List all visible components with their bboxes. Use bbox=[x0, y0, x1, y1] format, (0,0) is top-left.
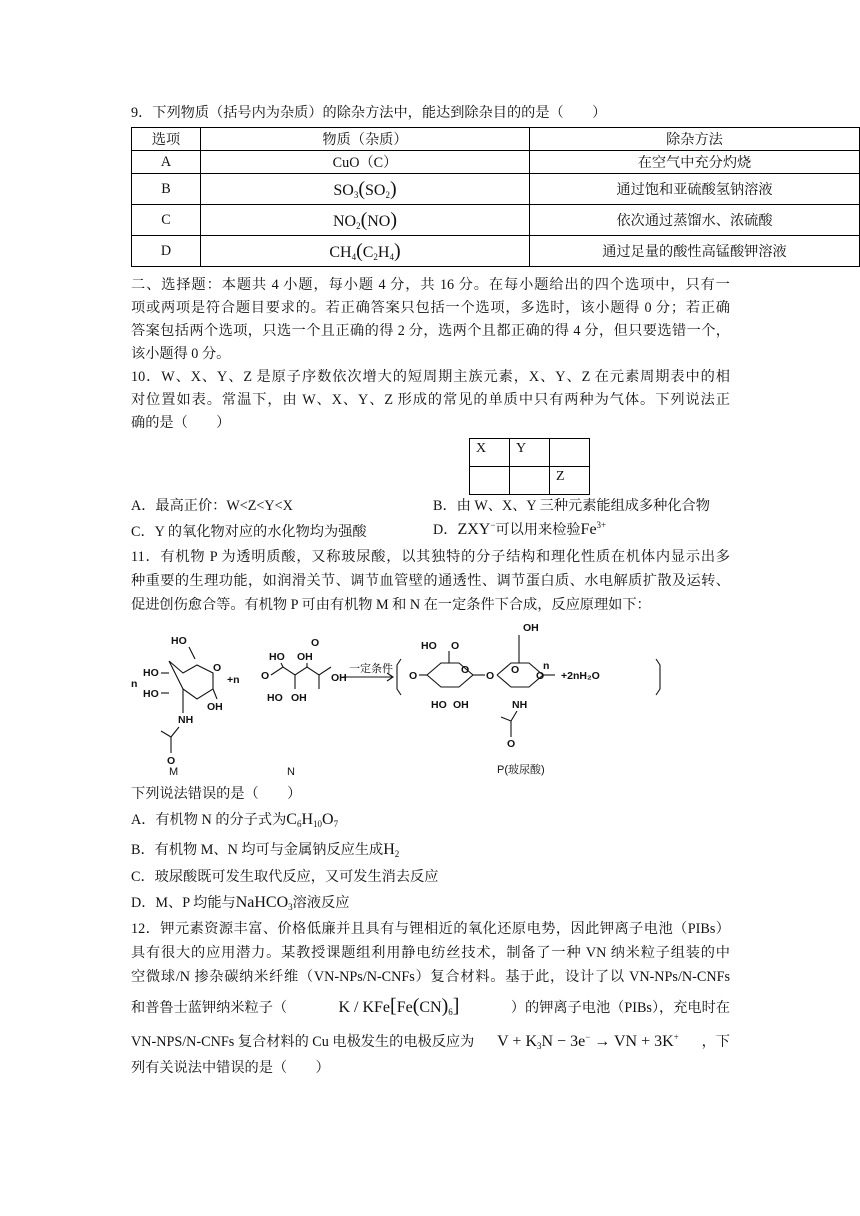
svg-text:O: O bbox=[486, 670, 495, 682]
q10-line-3: 确的是（ ） bbox=[131, 415, 231, 431]
q12-line-2: 具有很大的应用潜力。某教授课题组利用静电纺丝技术，制备了一种 VN 纳米粒子组装的中 bbox=[131, 945, 730, 961]
svg-text:O: O bbox=[261, 670, 270, 682]
q11-option-d bbox=[131, 893, 349, 913]
q10-option-d bbox=[433, 520, 606, 540]
reaction-scheme bbox=[131, 613, 751, 783]
q11-option-d-suffix: 溶液反应 bbox=[292, 895, 350, 911]
q11-formula-c6h10o7: $C_6H_{10}O_7$ bbox=[286, 811, 339, 829]
label-p: P(玻尿酸) bbox=[497, 764, 545, 776]
section2-line-4: 该小题得 0 分。 bbox=[131, 346, 231, 362]
reaction-arrow bbox=[343, 661, 393, 681]
q10-option-a: A．最高正价：W<Z<Y<X bbox=[131, 498, 293, 514]
svg-text:O: O bbox=[507, 738, 516, 750]
section2-line-1: 二、选择题：本题共 4 小题，每小题 4 分，共 16 分。在每小题给出的四个选项中，只有一 bbox=[131, 277, 730, 293]
q10-formula-fe3: $Fe^{3+}$ bbox=[580, 520, 607, 538]
pt-cell-empty-2 bbox=[470, 467, 510, 495]
reaction-condition: 一定条件 bbox=[349, 663, 393, 675]
q11-line-3: 促进创伤愈合等。有机物 P 可由有机物 M 和 N 在一定条件下合成，反应原理如下： bbox=[131, 597, 651, 613]
svg-text:HO: HO bbox=[267, 692, 283, 704]
molecule-p bbox=[397, 622, 660, 776]
svg-text:NH: NH bbox=[178, 714, 194, 726]
q11-option-c: C．玻尿酸既可发生取代反应，又可发生消去反应 bbox=[131, 869, 439, 885]
pt-cell-empty-3 bbox=[510, 467, 550, 495]
q12-formula-prussian-blue: K / $KFe[Fe(CN)_6]$ bbox=[338, 995, 460, 1017]
q9-row-c-substance: $NO_2(NO)$ bbox=[201, 205, 530, 236]
svg-text:OH: OH bbox=[207, 701, 223, 713]
q9-table bbox=[131, 127, 860, 267]
svg-text:NH: NH bbox=[512, 699, 528, 711]
svg-text:OH: OH bbox=[297, 651, 313, 663]
q10-line-1: 10．W、X、Y、Z 是原子序数依次增大的短周期主族元素，X、Y、Z 在元素周期表中的相 bbox=[131, 369, 730, 385]
q9-header-substance: 物质（杂质） bbox=[201, 128, 530, 151]
q12-line-4-prefix: 和普鲁士蓝钾纳米粒子（ bbox=[131, 1000, 288, 1016]
q10-option-c: C．Y 的氧化物对应的水化物均为强酸 bbox=[131, 524, 367, 540]
q11-option-a bbox=[131, 810, 338, 830]
svg-text:+n: +n bbox=[227, 674, 240, 686]
molecule-n bbox=[261, 637, 347, 778]
svg-text:HO: HO bbox=[143, 688, 159, 700]
q12-line-4-suffix: ）的钾离子电池（PIBs），充电时在 bbox=[510, 1000, 730, 1016]
svg-text:HO: HO bbox=[421, 640, 437, 652]
q11-formula-h2: $H_2$ bbox=[383, 841, 400, 859]
q9-row-c-method: 依次通过蒸馏水、浓硫酸 bbox=[530, 205, 860, 236]
q9-row-d-option: D bbox=[132, 236, 201, 267]
q9-row-a-option: A bbox=[132, 151, 201, 174]
q12-line-1: 12．钾元素资源丰富、价格低廉并且具有与锂相近的氧化还原电势，因此钾离子电池（PIBs） bbox=[131, 921, 730, 937]
q11-ask: 下列说法错误的是（ ） bbox=[131, 786, 302, 802]
q10-option-d-suffix: 可以用来检验 bbox=[495, 522, 581, 538]
pt-cell-x: X bbox=[470, 439, 510, 467]
q11-formula-nahco3: NaHCO$_3$ bbox=[235, 894, 293, 912]
q9-row-b-method: 通过饱和亚硫酸氢钠溶液 bbox=[530, 174, 860, 205]
q10-line-2: 对位置如表。常温下，由 W、X、Y、Z 形成的常见的单质中只有两种为气体。下列说法正 bbox=[131, 392, 730, 408]
svg-text:n: n bbox=[543, 660, 550, 672]
q11-option-d-text: D．M、P 均能与 bbox=[131, 895, 236, 911]
q9-header-method: 除杂方法 bbox=[530, 128, 860, 151]
svg-text:O: O bbox=[311, 637, 320, 649]
q12-line-5-suffix: ，下 bbox=[701, 1034, 730, 1050]
svg-text:HO: HO bbox=[269, 651, 285, 663]
q9-stem: 9．下列物质（括号内为杂质）的除杂方法中，能达到除杂目的的是（ ） bbox=[131, 105, 607, 121]
q11-line-1: 11．有机物 P 为透明质酸，又称玻尿酸，以其独特的分子结构和理化性质在机体内显示出多 bbox=[131, 549, 730, 565]
svg-text:N: N bbox=[287, 766, 295, 778]
q9-row-d-substance: $CH_4(C_2H_4)$ bbox=[201, 236, 530, 267]
svg-text:HO: HO bbox=[143, 667, 159, 679]
q12-line-5-prefix: VN-NPS/N-CNFs 复合材料的 Cu 电极发生的电极反应为 bbox=[131, 1034, 475, 1050]
svg-text:HO: HO bbox=[171, 635, 187, 647]
q12-line-6: 列有关说法中错误的是（ ） bbox=[131, 1060, 330, 1076]
molecule-m bbox=[131, 635, 223, 778]
byproduct-water: +2nH₂O bbox=[561, 670, 600, 682]
q9-row-b-option: B bbox=[132, 174, 201, 205]
q9-row-a-substance: CuO（C） bbox=[201, 151, 530, 174]
q9-header-option: 选项 bbox=[132, 128, 201, 151]
svg-text:O: O bbox=[409, 670, 418, 682]
q10-option-b: B．由 W、X、Y 三种元素能组成多种化合物 bbox=[433, 498, 710, 514]
pt-cell-empty-1 bbox=[550, 439, 590, 467]
svg-text:n: n bbox=[131, 678, 138, 690]
q11-option-a-text: A．有机物 N 的分子式为 bbox=[131, 812, 287, 828]
q9-row-c-option: C bbox=[132, 205, 201, 236]
section2-line-3: 答案包括两个选项，只选一个且正确的得 2 分，选两个且都正确的得 4 分，但只要选错一个， bbox=[131, 323, 730, 339]
q11-option-b bbox=[131, 840, 399, 860]
q11-option-b-text: B．有机物 M、N 均可与金属钠反应生成 bbox=[131, 842, 384, 858]
svg-text:O: O bbox=[536, 670, 545, 682]
q12-line-4 bbox=[131, 996, 730, 1018]
svg-text:M: M bbox=[169, 766, 179, 778]
q10-option-d-prefix: D． bbox=[433, 522, 458, 538]
svg-text:O: O bbox=[511, 664, 520, 676]
q12-line-5 bbox=[131, 1032, 730, 1052]
svg-text:O: O bbox=[461, 664, 470, 676]
q12-line-3: 空微球/N 掺杂碳纳米纤维（VN-NPs/N-CNFs）复合材料。基于此，设计了以 VN-NPs/N-CNFs bbox=[131, 969, 730, 985]
pt-cell-z: Z bbox=[550, 467, 590, 495]
svg-text:O: O bbox=[167, 755, 176, 767]
q9-row-a-method: 在空气中充分灼烧 bbox=[530, 151, 860, 174]
svg-text:O: O bbox=[451, 640, 460, 652]
section2-line-2: 项或两项是符合题目要求的。若正确答案只包括一个选项，多选时，该小题得 0 分；若正确 bbox=[131, 300, 730, 316]
svg-text:OH: OH bbox=[331, 672, 347, 684]
svg-text:HO: HO bbox=[431, 699, 447, 711]
q9-row-b-substance: $SO_3(SO_2)$ bbox=[201, 174, 530, 205]
q12-electrode-equation: $V + K_3N - 3e^-$ → VN + 3K+ bbox=[497, 1032, 679, 1051]
periodic-table-fragment bbox=[469, 438, 590, 495]
pt-cell-y: Y bbox=[510, 439, 550, 467]
q9-row-d-method: 通过足量的酸性高锰酸钾溶液 bbox=[530, 236, 860, 267]
svg-text:OH: OH bbox=[291, 692, 307, 704]
q11-line-2: 种重要的生理功能，如润滑关节、调节血管壁的通透性、调节蛋白质、水电解质扩散及运转、 bbox=[131, 573, 730, 589]
svg-text:OH: OH bbox=[453, 699, 469, 711]
svg-text:O: O bbox=[213, 662, 222, 674]
svg-text:OH: OH bbox=[523, 622, 539, 634]
q10-formula-zxy: ZXY− bbox=[457, 520, 496, 538]
